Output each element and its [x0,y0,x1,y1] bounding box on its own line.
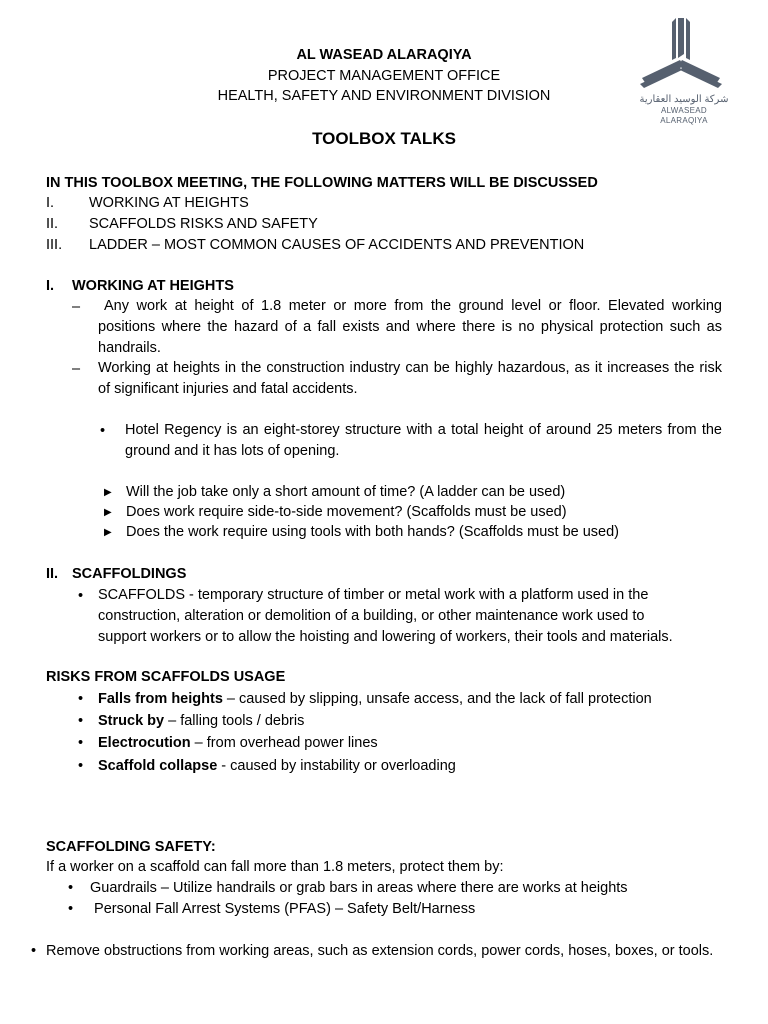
safety-intro: If a worker on a scaffold can fall more than 1.8 meters, protect them by: [46,859,504,875]
dash-marker: – [72,299,81,315]
bullet-marker: • [78,713,84,729]
division-name: HEALTH, SAFETY AND ENVIRONMENT DIVISION [217,88,551,104]
risk-item [98,756,456,776]
risk-item [98,689,652,709]
risk-term: Falls from heights [98,691,223,707]
risk-term: Electrocution [98,735,191,751]
section-number: II. [46,566,59,582]
bullet-marker: • [78,691,84,707]
logo-english-text: ALWASEAD ALARAQIYA [660,106,708,125]
question-item: Does work require side-to-side movement? (Scaffolds must be used) [126,504,567,520]
logo-arabic-text: شركة الوسيد العقارية [639,94,729,105]
safety-item: Personal Fall Arrest Systems (PFAS) – Safety Belt/Harness [90,901,476,917]
risk-desc: – caused by slipping, unsafe access, and the lack of fall protection [222,691,652,707]
safety-heading: SCAFFOLDING SAFETY: [46,839,216,855]
risk-desc: – from overhead power lines [190,735,378,751]
agenda-item-num: III. [46,237,63,253]
risk-term: Scaffold collapse [98,758,218,774]
triangle-bullet-icon: ▶ [104,527,112,538]
paragraph: Any work at height of 1.8 meter or more from the ground level or floor. Elevated working positions where the hazard of a fall exists and where there is no physical protection such as handrails. [98,298,722,356]
agenda-item-num: II. [46,216,59,232]
risk-desc: – falling tools / debris [164,713,305,729]
bullet-paragraph: Hotel Regency is an eight-storey structure with a total height of around 25 meters from the ground and it has lots of opening. [125,422,722,459]
risk-term: Struck by [98,713,165,729]
question-item: Will the job take only a short amount of time? (A ladder can be used) [126,484,566,500]
triangle-bullet-icon: ▶ [104,507,112,518]
dash-marker: – [72,361,81,377]
section-heading: SCAFFOLDINGS [72,566,187,582]
bullet-paragraph: SCAFFOLDS - temporary structure of timber or metal work with a platform used in the construction, alteration or demolition of a building, or other maintenance work used to support workers or to allow the hoisting and lowering of workers, their tools and materials. [98,587,673,645]
bullet-marker: • [78,588,84,604]
agenda-item-text: SCAFFOLDS RISKS AND SAFETY [89,216,318,232]
triangle-bullet-icon: ▶ [104,487,112,498]
agenda-item-text: WORKING AT HEIGHTS [89,195,249,211]
agenda-intro: IN THIS TOOLBOX MEETING, THE FOLLOWING MATTERS WILL BE DISCUSSED [46,175,598,191]
safety-final-item: Remove obstructions from working areas, such as extension cords, power cords, hoses, boxes, or tools. [46,943,714,959]
risk-item [98,733,378,753]
agenda-item-text: LADDER – MOST COMMON CAUSES OF ACCIDENTS AND PREVENTION [89,237,585,253]
office-name: PROJECT MANAGEMENT OFFICE [267,68,501,84]
paragraph: Working at heights in the construction industry can be highly hazardous, as it increases the risk of significant injuries and fatal accidents. [98,360,722,397]
agenda-item-num: I. [46,195,55,211]
safety-item: Guardrails – Utilize handrails or grab bars in areas where there are works at heights [90,880,628,896]
bullet-marker: • [100,423,106,439]
section-number: I. [46,278,55,294]
risks-heading: RISKS FROM SCAFFOLDS USAGE [46,669,286,685]
section-heading: WORKING AT HEIGHTS [72,278,234,294]
company-name: AL WASEAD ALARAQIYA [296,47,472,63]
bullet-marker: • [78,735,84,751]
bullet-marker: • [78,758,84,774]
bullet-marker: • [68,880,74,896]
question-item: Does the work require using tools with both hands? (Scaffolds must be used) [126,524,619,540]
risk-desc: - caused by instability or overloading [217,758,456,774]
page-title: TOOLBOX TALKS [312,129,456,148]
bullet-marker: • [31,943,37,959]
risk-item [98,711,304,731]
bullet-marker: • [68,901,74,917]
